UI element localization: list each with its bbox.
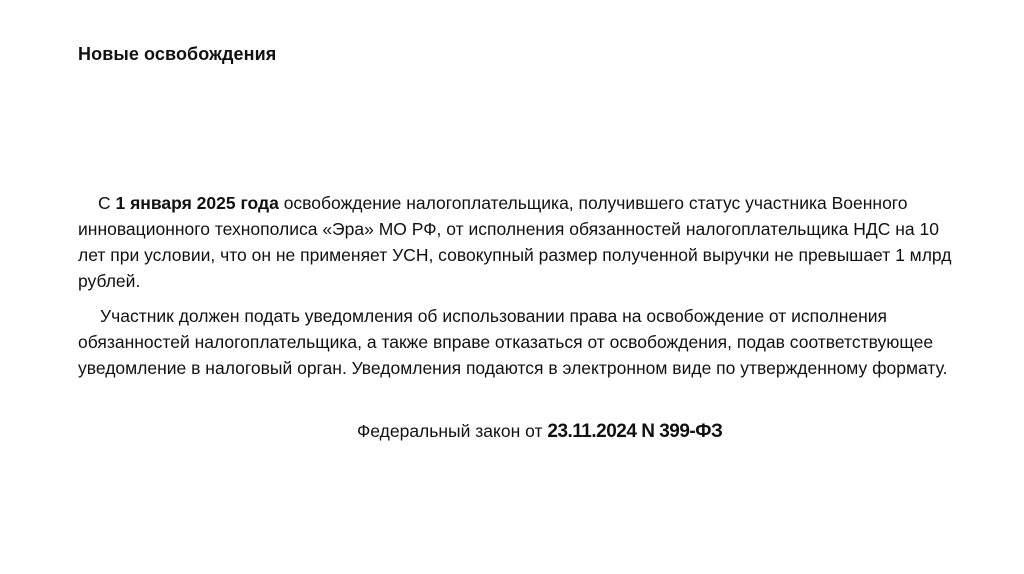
paragraph2-text: Участник должен подать уведомления об использовании права на освобождение от исполнения обязанностей налогоплательщика, а также вправе отказаться от освобождения, подав соответствующее уведомление в налоговый орган. Уведомления подаются в электронном виде по утвержденному формату. — [78, 306, 948, 378]
slide-title: Новые освобождения — [78, 44, 277, 64]
effective-date: 1 января 2025 года — [115, 193, 279, 213]
law-id: 23.11.2024 N 399-ФЗ — [547, 421, 723, 442]
law-reference — [357, 418, 722, 445]
paragraph1-prefix: С — [98, 193, 116, 213]
paragraph-exemption — [78, 190, 958, 294]
paragraph-notification — [78, 303, 958, 381]
paragraph1-text: освобождение налогоплательщика, получившего статус участника Военного инновационного технополиса «Эра» МО РФ, от исполнения обязанностей налогоплательщика НДС на 10 лет при условии, что он не применяет УСН, совокупный размер полученной выручки не превышает 1 млрд рублей. — [78, 193, 952, 291]
law-reference-prefix: Федеральный закон от — [357, 421, 548, 441]
